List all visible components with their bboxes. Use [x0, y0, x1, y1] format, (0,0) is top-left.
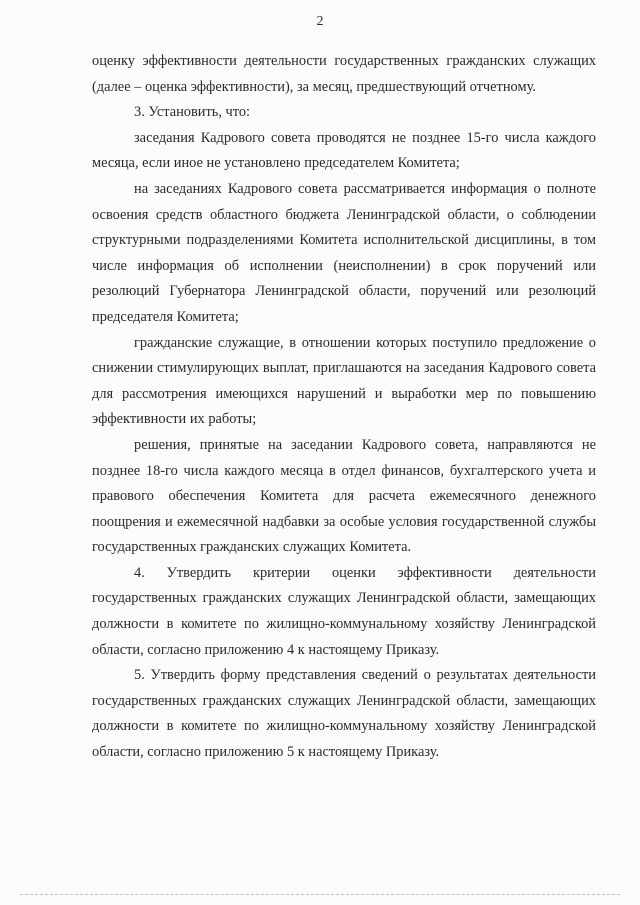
page-number: 2	[316, 14, 324, 29]
paragraph-invited-servants: гражданские служащие, в отношении которых поступило предложение о снижении стимулирующих выплат, приглашаются на заседания Кадрового совета для рассмотрения имеющихся нарушений и выработки мер по повышению эффективности их работы;	[92, 334, 596, 428]
document-body	[92, 49, 596, 766]
paragraph-meeting-schedule: заседания Кадрового совета проводятся не позднее 15-го числа каждого месяца, если иное не установлено председателем Комитета;	[92, 129, 596, 172]
paragraph-clause-4: 4. Утвердить критерии оценки эффективности деятельности государственных гражданских служащих Ленинградской области, замещающих должности в комитете по жилищно-коммунальному хозяйству Ленинградской области, согласно приложению 4 к настоящему Приказу.	[92, 564, 596, 658]
scan-edge-line	[20, 894, 620, 895]
paragraph-evaluation-continuation: оценку эффективности деятельности государственных гражданских служащих (далее – оценка эффективности), за месяц, предшествующий отчетному.	[92, 53, 596, 95]
paragraph-meeting-agenda: на заседаниях Кадрового совета рассматривается информация о полноте освоения средств областного бюджета Ленинградской области, о соблюдении структурными подразделениями Комитета исполнительской дисциплины, в том числе информация об исполнении (неисполнении) в срок поручений или резолюций Губернатора Ленинградской области, поручений или резолюций председателя Комитета;	[92, 180, 596, 325]
paragraph-decisions: решения, принятые на заседании Кадрового совета, направляются не позднее 18-го числа каждого месяца в отдел финансов, бухгалтерского учета и правового обеспечения Комитета для расчета ежемесячного денежного поощрения и ежемесячной надбавки за особые условия государственной службы государственных гражданских служащих Комитета.	[92, 436, 596, 556]
paragraph-clause-5: 5. Утвердить форму представления сведений о результатах деятельности государственных гражданских служащих Ленинградской области, замещающих должности в комитете по жилищно-коммунальному хозяйству Ленинградской области, согласно приложению 5 к настоящему Приказу.	[92, 667, 596, 761]
paragraph-clause-3-heading: 3. Установить, что:	[134, 104, 251, 121]
